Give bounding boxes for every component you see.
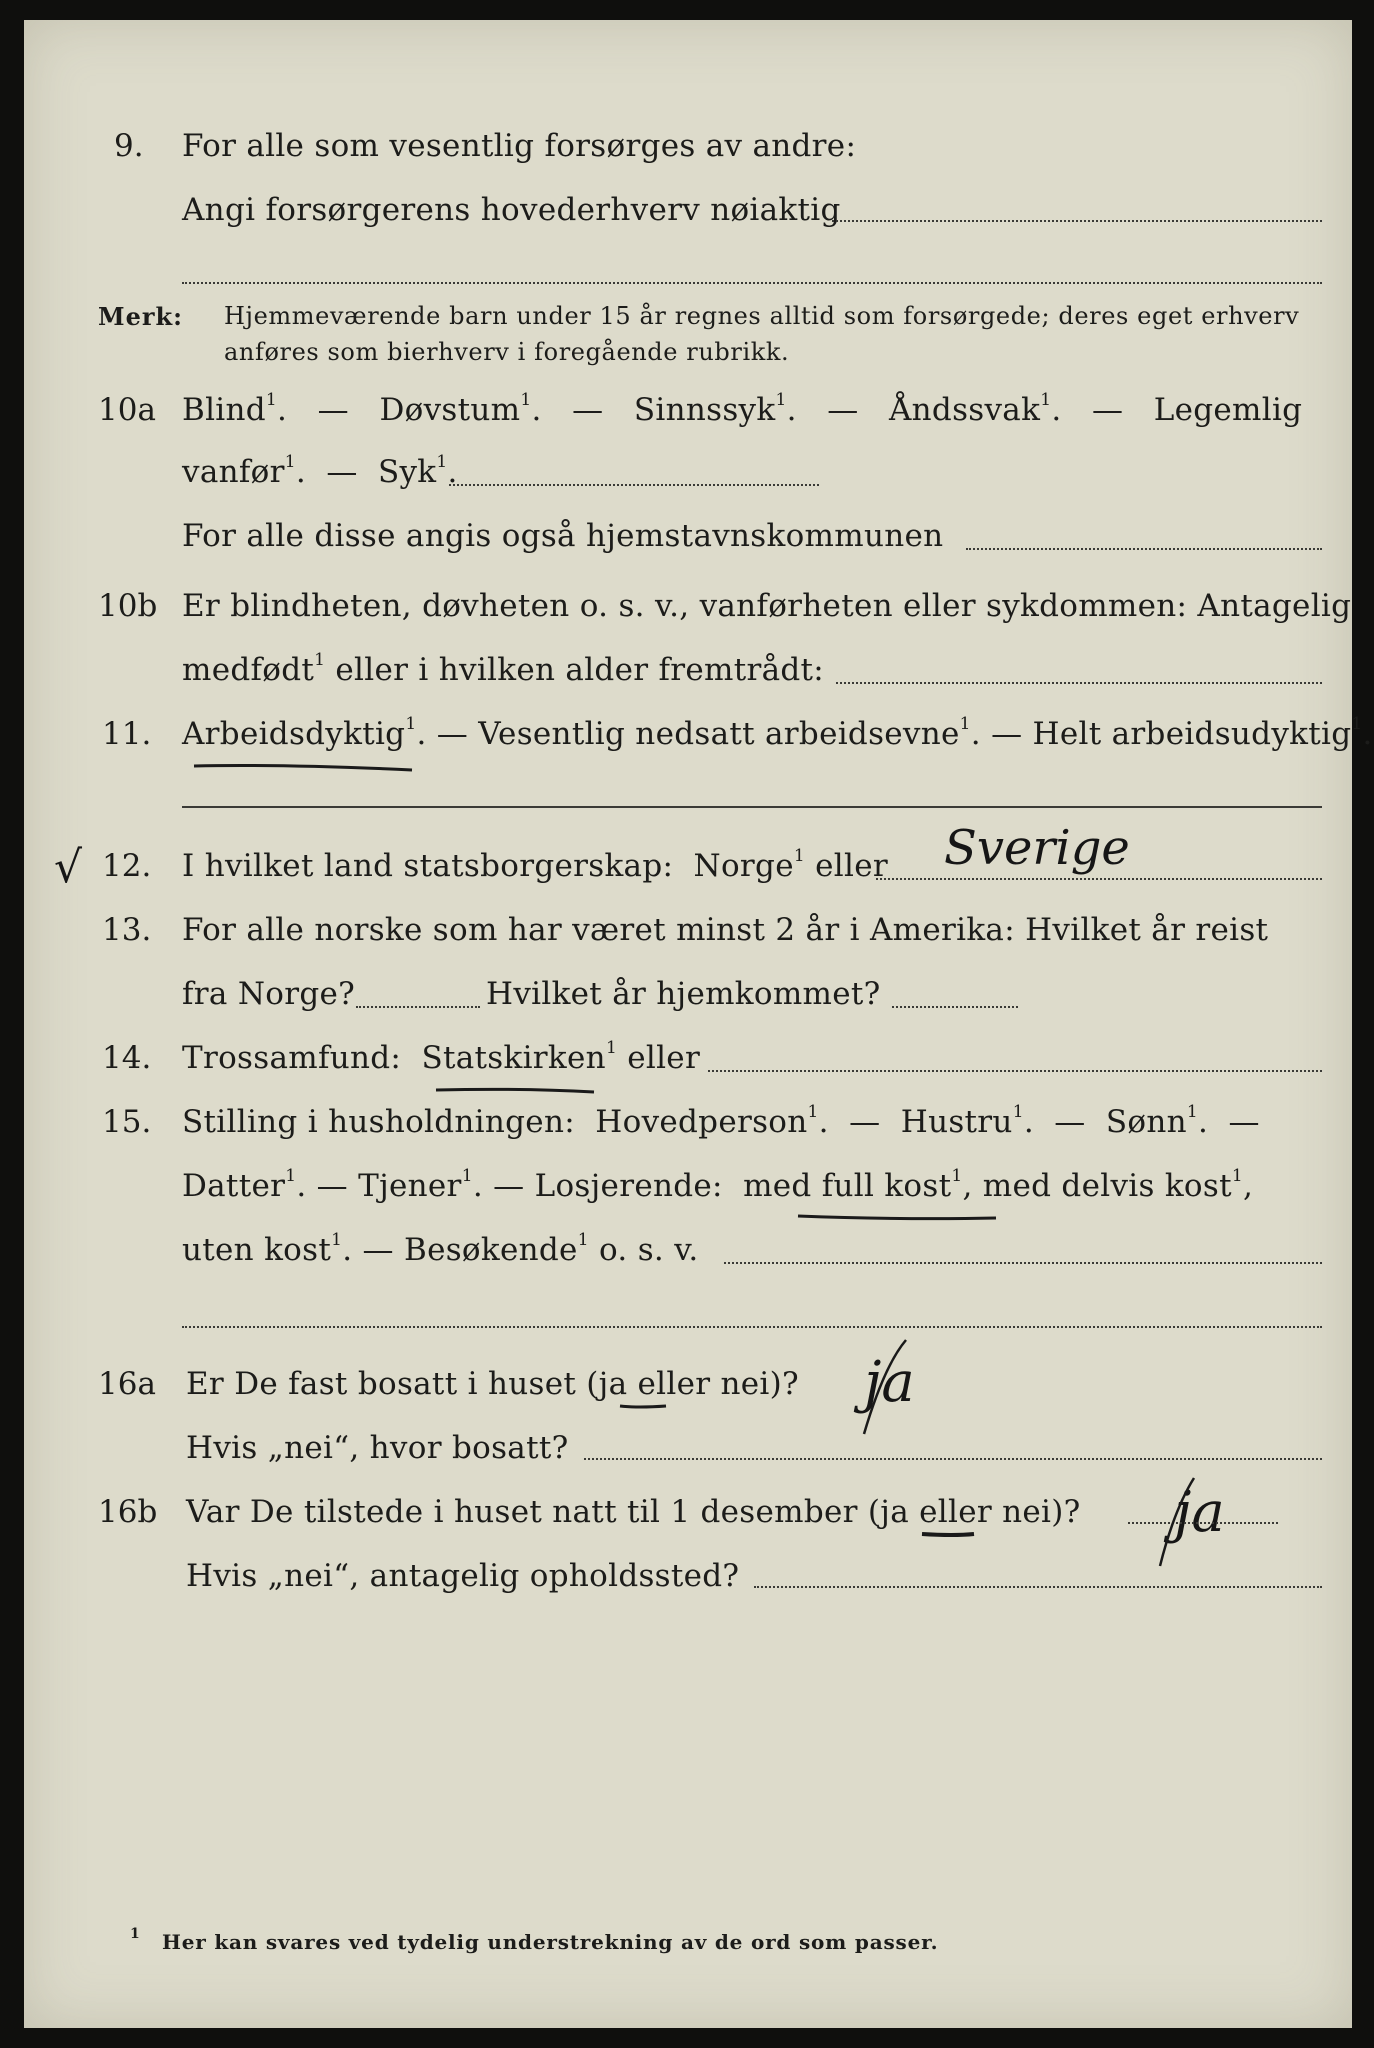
footnote-ref: 1 [951, 1166, 963, 1186]
footnote-ref: 1 [1040, 390, 1052, 410]
option-med-full-kost[interactable]: med full kost [743, 1168, 952, 1204]
q16b-handwritten-answer: ja [1174, 1480, 1225, 1545]
q16b-handwritten-stroke [1160, 1478, 1194, 1566]
footnote-ref: 1 [1231, 1166, 1243, 1186]
census-form-page [24, 20, 1373, 2028]
option-datter[interactable]: Datter [182, 1168, 286, 1204]
q12-number: 12. [102, 848, 152, 884]
underline-med-full-kost [798, 1216, 996, 1219]
q16a-line1: Er De fast bosatt i huset (ja eller nei)? [186, 1366, 799, 1402]
q12-label: I hvilket land statsborgerskap: [182, 848, 674, 884]
dash: — [1091, 392, 1124, 428]
q16a-number: 16a [98, 1366, 156, 1402]
footnote-ref: 1 [284, 452, 296, 472]
footnote-ref: 1 [1012, 1102, 1024, 1122]
option-andssvak[interactable]: Åndssvak [888, 392, 1041, 428]
q16b-line2: Hvis „nei“, antagelig opholdssted? [186, 1558, 740, 1594]
q15-line3: uten kost$^1$. — Besøkende$^1$ o. s. v. [182, 1230, 699, 1268]
q13-line2a: fra Norge? [182, 976, 356, 1012]
q16b-line1: Var De tilstede i huset natt til 1 desember (ja eller nei)? [186, 1494, 1081, 1530]
dash: — [827, 392, 859, 428]
footnote-ref: 1 [793, 846, 805, 866]
dash: — [572, 392, 604, 428]
option-nedsatt-arbeidsevne[interactable]: Vesentlig nedsatt arbeidsevne [478, 716, 960, 752]
footnote-ref: 1 [405, 714, 417, 734]
q10a-line1: Blind$^1$. — Døvstum$^1$. — Sinnssyk$^1$. — Åndssvak$^1$. — Legemlig [182, 390, 1303, 428]
q14-number: 14. [102, 1040, 152, 1076]
q13-line2b: Hvilket år hjemkommet? [486, 976, 881, 1012]
q12-eller: eller [815, 848, 888, 884]
checkmark-icon: √ [54, 842, 83, 893]
option-med-delvis-kost[interactable]: med delvis kost [982, 1168, 1232, 1204]
q9-line2: Angi forsørgerens hovederhverv nøiaktig [182, 192, 841, 228]
handwritten-underlines [24, 20, 1352, 2028]
footnote-ref: 1 [285, 1166, 297, 1186]
footnote-ref: 1 [331, 1230, 343, 1250]
footnote-text: Her kan svares ved tydelig understrekning av de ord som passer. [162, 1930, 939, 1954]
option-hustru[interactable]: Hustru [900, 1104, 1013, 1140]
q10b-line1: Er blindheten, døvheten o. s. v., vanførheten eller sykdommen: Antagelig [182, 588, 1352, 624]
underline-ja-16a [620, 1406, 666, 1407]
footnote-ref: 1 [436, 452, 448, 472]
footnote-ref: 1 [807, 1102, 819, 1122]
option-dovstum[interactable]: Døvstum [379, 392, 521, 428]
q9-line1: For alle som vesentlig forsørges av andre: [182, 128, 857, 164]
q16a-line2: Hvis „nei“, hvor bosatt? [186, 1430, 569, 1466]
footnote-ref: 1 [520, 390, 532, 410]
option-medfodt[interactable]: medfødt [182, 652, 315, 688]
q15-label: Stilling i husholdningen: [182, 1104, 575, 1140]
q14-label: Trossamfund: [182, 1040, 402, 1076]
option-syk[interactable]: Syk [377, 454, 437, 490]
q10a-line2: vanfør$^1$. — Syk$^1$. [182, 452, 458, 490]
q10a-number: 10a [98, 392, 156, 428]
footnote-ref: 1 [577, 1230, 589, 1250]
q10b-number: 10b [98, 588, 158, 624]
option-hovedperson[interactable]: Hovedperson [595, 1104, 808, 1140]
q16a-handwritten-stroke [864, 1340, 906, 1434]
footnote-ref: 1 [461, 1166, 473, 1186]
footnote-ref: 1 [265, 390, 278, 410]
q11-line1: Arbeidsdyktig$^1$. — Vesentlig nedsatt arbeidsevne$^1$. — Helt arbeidsudyktig$^1$. [182, 714, 1373, 752]
q15-line2: Datter$^1$. — Tjener$^1$. — Losjerende: med full kost$^1$, med delvis kost$^1$, [182, 1166, 1254, 1204]
option-besokende[interactable]: Besøkende [404, 1232, 578, 1268]
note-line1: Hjemmeværende barn under 15 år regnes alltid som forsørgede; deres eget erhverv [224, 302, 1300, 330]
q12-handwritten-answer: Sverige [944, 820, 1130, 876]
q13-line1: For alle norske som har været minst 2 år i Amerika: Hvilket år reist [182, 912, 1269, 948]
option-blind[interactable]: Blind [182, 392, 266, 428]
option-legemlig[interactable]: Legemlig [1153, 392, 1303, 428]
option-norge[interactable]: Norge [693, 848, 794, 884]
underline-arbeidsdyktig [194, 766, 412, 771]
q14-eller: eller [627, 1040, 701, 1076]
option-tjener[interactable]: Tjener [358, 1168, 462, 1204]
footnote-ref: 1 [605, 1038, 618, 1058]
q10b-line2-rest: eller i hvilken alder fremtrådt: [335, 652, 825, 688]
footnote-ref: 1 [959, 714, 971, 734]
footnote-ref: 1 [775, 390, 787, 410]
note-line2: anføres som bierhverv i foregående rubrikk. [224, 338, 790, 366]
footnote-ref: 1 [314, 650, 326, 670]
underline-ja-16b [922, 1534, 974, 1535]
option-arbeidsudyktig[interactable]: Helt arbeidsudyktig [1032, 716, 1352, 752]
dash: — [326, 454, 358, 490]
q15-losjerende: Losjerende: [534, 1168, 723, 1204]
option-sonn[interactable]: Sønn [1105, 1104, 1187, 1140]
q15-line1: Stilling i husholdningen: Hovedperson$^1$. — Hustru$^1$. — Sønn$^1$. — [182, 1102, 1260, 1140]
q15-osv: o. s. v. [598, 1232, 699, 1268]
q10a-line3: For alle disse angis også hjemstavnskommunen [182, 518, 944, 554]
option-uten-kost[interactable]: uten kost [182, 1232, 332, 1268]
option-vanfor[interactable]: vanfør [182, 454, 285, 490]
option-sinnssyk[interactable]: Sinnssyk [633, 392, 776, 428]
option-arbeidsdyktig[interactable]: Arbeidsdyktig [182, 716, 406, 752]
footnote-mark: 1 [130, 1926, 140, 1942]
q16a-handwritten-answer: ja [864, 1350, 915, 1415]
underline-statskirken [436, 1089, 594, 1092]
dash: — [317, 392, 349, 428]
footnote-ref: 1 [1351, 714, 1363, 734]
q15-number: 15. [102, 1104, 152, 1140]
q9-number: 9. [114, 128, 144, 164]
q13-number: 13. [102, 912, 152, 948]
q11-number: 11. [102, 716, 152, 752]
q16b-number: 16b [98, 1494, 158, 1530]
note-label: Merk: [98, 302, 183, 331]
option-statskirken[interactable]: Statskirken [421, 1040, 606, 1076]
footnote-ref: 1 [1186, 1102, 1199, 1122]
